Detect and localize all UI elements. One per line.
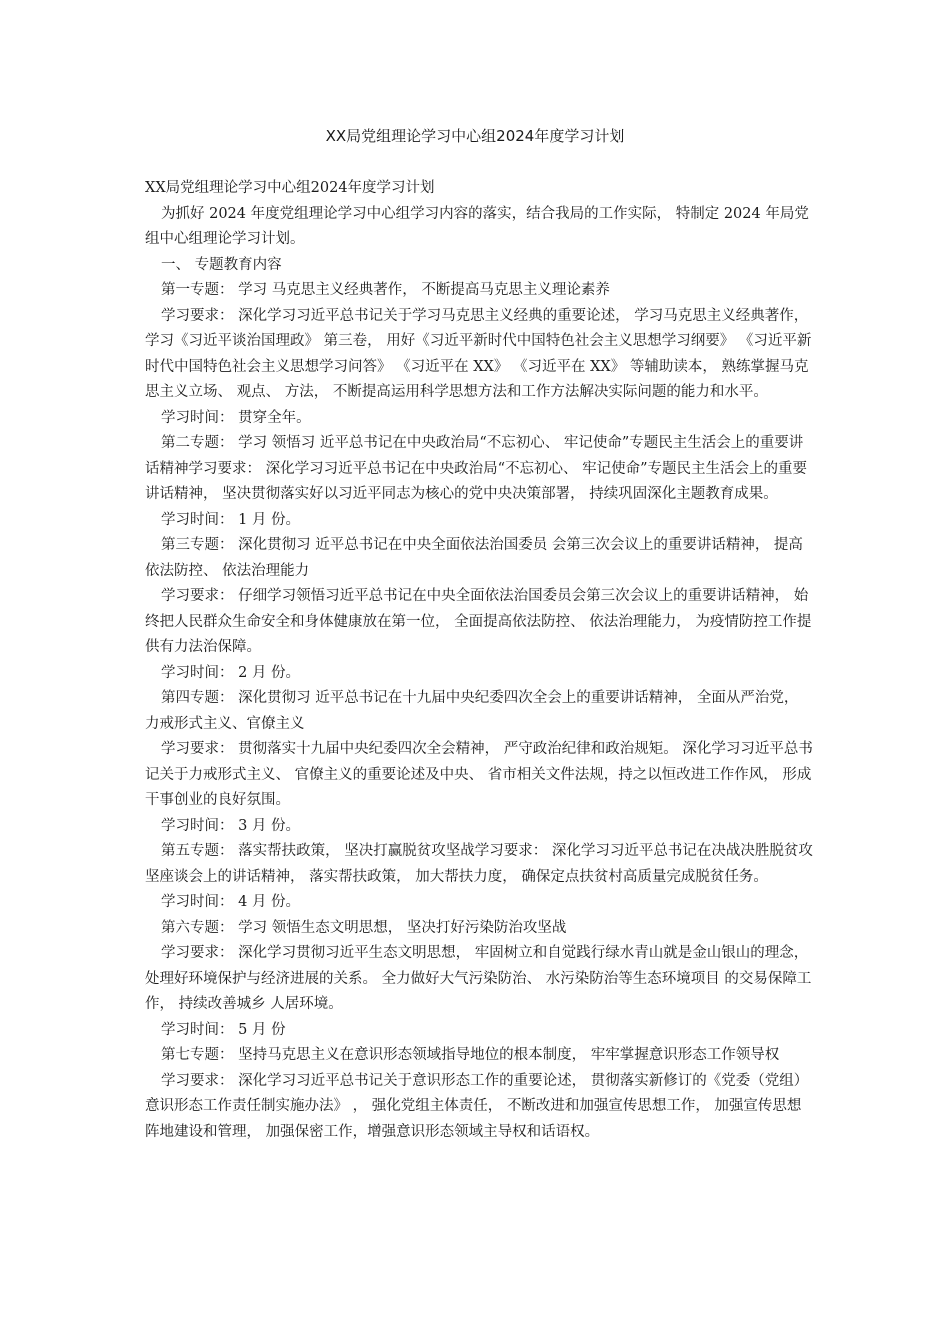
topic-6-requirement: 学习要求： 深化学习贯彻习近平生态文明思想， 牢固树立和自觉践行绿水青山就是金山银山的理念， 处理好环境保护与经济进展的关系。 全力做好大气污染防治、 水污染防治等生态环境项目 的交易保障工作， 持续改善城乡 人居环境。 (145, 945, 812, 1012)
topic-5-time: 学习时间： 4 月 份。 (161, 894, 301, 910)
topic-4-title: 第四专题： 深化贯彻习 近平总书记在十九届中央纪委四次全会上的重要讲话精神， 全面从严治党， 力戒形式主义、官僚主义 (145, 690, 799, 732)
topic-4-requirement: 学习要求： 贯彻落实十九届中央纪委四次全会精神， 严守政治纪律和政治规矩。 深化学习习近平总书记关于力戒形式主义、 官僚主义的重要论述及中央、 省市相关文件法规，持之以恒改进工作作风， 形成干事创业的良好氛围。 (145, 741, 813, 808)
section-heading: 一、 专题教育内容 (161, 256, 282, 273)
topic-4-time: 学习时间： 3 月 份。 (161, 817, 301, 834)
topic-2-title: 第二专题： 学习 领悟习 近平总书记在中央政治局“不忘初心、 牢记使命”专题民主生活会上的重要讲话精神学习要求： 深化学习习近平总书记在中央政治局“不忘初心、 牢记使命”专题民主生活会上的重要讲话精神， 坚决贯彻落实好以习近平同志为核心的党中央决策部署， 持续巩固深化主题教育成果。 (145, 435, 808, 502)
topic-1-time: 学习时间： 贯穿全年。 (161, 409, 311, 426)
document-body (145, 176, 813, 1145)
document-subtitle: XX局党组理论学习中心组2024年度学习计划 (145, 180, 435, 196)
topic-5-title: 第五专题： 落实帮扶政策， 坚决打赢脱贫攻坚战学习要求： 深化学习习近平总书记在决战决胜脱贫攻坚座谈会上的讲话精神， 落实帮扶政策， 加大帮扶力度， 确保定点扶贫村高质量完成脱贫任务。 (145, 843, 813, 885)
topic-7-requirement: 学习要求： 深化学习习近平总书记关于意识形态工作的重要论述， 贯彻落实新修订的《党委（党组） 意识形态工作责任制实施办法》 ， 强化党组主体责任， 不断改进和加强宣传思想工作， 加强宣传思想阵地建设和管理， 加强保密工作，增强意识形态领域主导权和话语权。 (145, 1072, 809, 1140)
topic-3-time: 学习时间： 2 月 份。 (161, 664, 301, 681)
topic-6-time: 学习时间： 5 月 份 (161, 1021, 286, 1038)
document-title: XX局党组理论学习中心组2024年度学习计划 (325, 127, 625, 145)
topic-1-requirement: 学习要求： 深化学习习近平总书记关于学习马克思主义经典的重要论述， 学习马克思主义经典著作， 学习《习近平谈治国理政》 第三卷， 用好《习近平新时代中国特色社会主义思想学习纲要》 《习近平新时代中国特色社会主义思想学习问答》 《习近平在 XX》 《习近平在 XX》 等辅助读本， 熟练掌握马克思主义立场、 观点、 方法， 不断提高运用科学思想方法和工作方法解决实际问题的能力和水平。 (145, 307, 812, 400)
topic-3-requirement: 学习要求： 仔细学习领悟习近平总书记在中央全面依法治国委员会第三次会议上的重要讲话精神， 始终把人民群众生命安全和身体健康放在第一位， 全面提高依法防控、 依法治理能力， 为疫情防控工作提供有力法治保障。 (145, 588, 812, 655)
topic-7-title: 第七专题： 坚持马克思主义在意识形态领域指导地位的根本制度， 牢牢掌握意识形态工作领导权 (161, 1047, 780, 1063)
intro-paragraph: 为抓好 2024 年度党组理论学习中心组学习内容的落实，结合我局的工作实际， 特制定 2024 年局党组中心组理论学习计划。 (145, 205, 809, 247)
topic-1-title: 第一专题： 学习 马克思主义经典著作， 不断提高马克思主义理论素养 (161, 282, 610, 298)
topic-6-title: 第六专题： 学习 领悟生态文明思想， 坚决打好污染防治攻坚战 (161, 919, 567, 936)
topic-3-title: 第三专题： 深化贯彻习 近平总书记在中央全面依法治国委员 会第三次会议上的重要讲话精神， 提高依法防控、 依法治理能力 (145, 537, 803, 579)
topic-2-time: 学习时间： 1 月 份。 (161, 511, 301, 528)
